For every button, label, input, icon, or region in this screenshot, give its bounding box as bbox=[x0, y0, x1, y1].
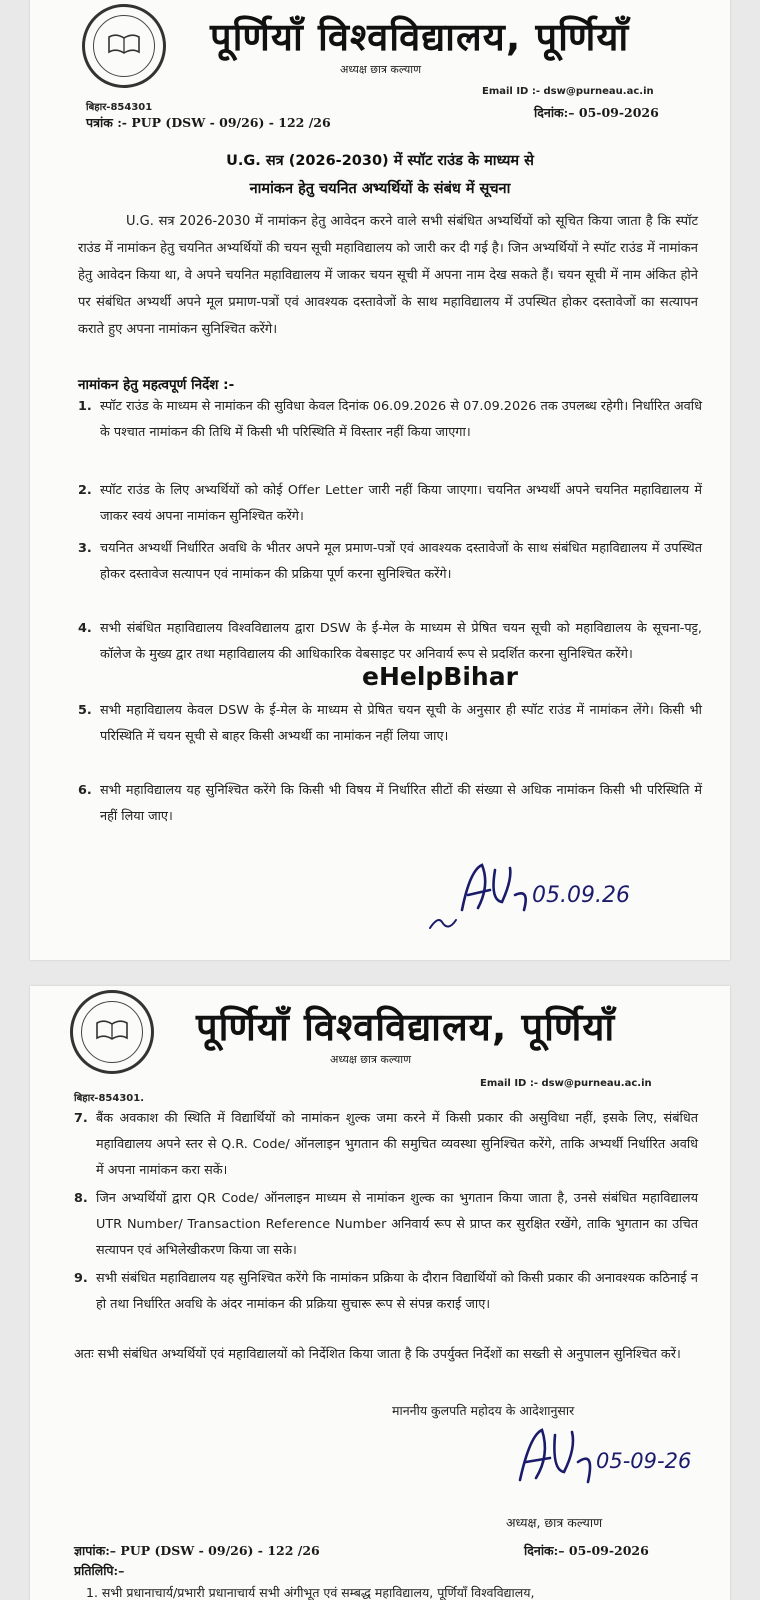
email-id: Email ID :- dsw@purneau.ac.in bbox=[480, 1078, 652, 1089]
notice-title-line-1: U.G. सत्र (2026-2030) में स्पॉट राउंड के माध्यम से bbox=[226, 153, 534, 169]
instruction-item: 1. स्पॉट राउंड के माध्यम से नामांकन की सुविधा केवल दिनांक 06.09.2026 से 07.09.2026 तक उपलब्ध रहेगी। निर्धारित अवधि के पश्चात नामांकन की तिथि में किसी भी परिस्थिति में विस्तार नहीं किया जाएगा। bbox=[78, 399, 702, 440]
university-seal-logo bbox=[70, 990, 154, 1074]
memo-date: दिनांक:– 05-09-2026 bbox=[524, 1543, 649, 1558]
copy-label: प्रतिलिपि:– bbox=[74, 1563, 125, 1578]
watermark-text: eHelpBihar bbox=[362, 662, 518, 691]
copy-recipient-1: 1. सभी प्रधानाचार्य/प्रभारी प्रधानाचार्य सभी अंगीभूत एवं सम्बद्ध महाविद्यालय, पूर्णियाँ विश्वविद्यालय, bbox=[86, 1585, 535, 1600]
pin-code: बिहार-854301. bbox=[74, 1093, 144, 1104]
instruction-item: 6. सभी महाविद्यालय यह सुनिश्चित करेंगे कि किसी भी विषय में निर्धारित सीटों की संख्या से अधिक नामांकन किसी भी परिस्थिति में नहीं लिया जाए। bbox=[78, 783, 702, 824]
signatory-title: अध्यक्ष, छात्र कल्याण bbox=[506, 1515, 603, 1530]
authority-line: माननीय कुलपति महोदय के आदेशानुसार bbox=[392, 1403, 575, 1418]
email-id: Email ID :- dsw@purneau.ac.in bbox=[482, 86, 654, 97]
signature-page-1 bbox=[420, 850, 680, 940]
university-name: पूर्णियाँ विश्वविद्यालय, पूर्णियाँ bbox=[210, 15, 630, 59]
instruction-item: 5. सभी महाविद्यालय केवल DSW के ई-मेल के माध्यम से प्रेषित चयन सूची के अनुसार ही स्पॉट राउंड में नामांकन लेंगे। किसी भी परिस्थिति में चयन सूची से बाहर किसी अभ्यर्थी का नामांकन नहीं लिया जाए। bbox=[78, 703, 702, 744]
book-icon bbox=[95, 1019, 129, 1041]
instruction-item: 4. सभी संबंधित महाविद्यालय विश्वविद्यालय द्वारा DSW के ई-मेल के माध्यम से प्रेषित चयन सूची को महाविद्यालय के सूचना-पट्ट, कॉलेज के मुख्य द्वार तथा महाविद्यालय की आधिकारिक वेबसाइट पर अनिवार्य रूप से प्रदर्शित करना सुनिश्चित करेंगे। bbox=[78, 621, 702, 662]
university-seal-logo bbox=[82, 4, 166, 88]
signature-date-p2: 05-09-26 bbox=[596, 1449, 692, 1473]
instruction-item: 3. चयनित अभ्यर्थी निर्धारित अवधि के भीतर अपने मूल प्रमाण-पत्रों एवं आवश्यक दस्तावेजों के साथ संबंधित महाविद्यालय में उपस्थित होकर दस्तावेज सत्यापन एवं नामांकन की प्रक्रिया पूर्ण करना सुनिश्चित करेंगे। bbox=[78, 541, 702, 582]
signature-page-2 bbox=[500, 1420, 720, 1500]
document-page-2 bbox=[30, 986, 730, 1600]
university-name: पूर्णियाँ विश्वविद्यालय, पूर्णियाँ bbox=[196, 1005, 616, 1049]
instruction-item: 8. जिन अभ्यर्थियों द्वारा QR Code/ ऑनलाइन माध्यम से नामांकन शुल्क का भुगतान किया जाता है, उनसे संबंधित महाविद्यालय UTR Number/ Transaction Reference Number अनिवार्य रूप से प्राप्त कर सुरक्षित रखेंगे, ताकि भुगतान का उचित सत्यापन एवं अभिलेखीकरण किया जा सके। bbox=[74, 1191, 698, 1258]
reference-number: पत्रांक :- PUP (DSW - 09/26) - 122 /26 bbox=[86, 115, 331, 130]
pin-code: बिहार-854301 bbox=[86, 102, 153, 113]
book-icon bbox=[107, 33, 141, 55]
instruction-item: 7. बैंक अवकाश की स्थिति में विद्यार्थियों को नामांकन शुल्क जमा करने में किसी प्रकार की असुविधा नहीं, इसके लिए, संबंधित महाविद्यालय अपने स्तर से Q.R. Code/ ऑनलाइन भुगतान की समुचित व्यवस्था सुनिश्चित करेंगे, ताकि अभ्यर्थी निर्धारित अवधि में अपना नामांकन करा सकें। bbox=[74, 1111, 698, 1178]
intro-paragraph: U.G. सत्र 2026-2030 में नामांकन हेतु आवेदन करने वाले सभी संबंधित अभ्यर्थियों को सूचित किया जाता है कि स्पॉट राउंड में नामांकन हेतु चयनित अभ्यर्थियों की चयन सूची महाविद्यालय को जारी कर दी गई है। जिन अभ्यर्थियों ने स्पॉट राउंड में नामांकन हेतु आवेदन किया था, वे अपने चयनित महाविद्यालय में जाकर चयन सूची में अपना नाम देख सकते हैं। चयन सूची में नाम अंकित होने पर संबंधित अभ्यर्थी अपने मूल प्रमाण-पत्रों एवं आवश्यक दस्तावेजों के साथ महाविद्यालय में उपस्थित होकर दस्तावेजों का सत्यापन कराते हुए अपना नामांकन सुनिश्चित करेंगे। bbox=[78, 214, 698, 337]
instruction-item: 2. स्पॉट राउंड के लिए अभ्यर्थियों को कोई Offer Letter जारी नहीं किया जाएगा। चयनित अभ्यर्थी अपने चयनित महाविद्यालय में जाकर स्वयं अपना नामांकन सुनिश्चित करेंगे। bbox=[78, 483, 702, 524]
office-subtitle: अध्यक्ष छात्र कल्याण bbox=[330, 1053, 412, 1066]
document-page-1 bbox=[30, 0, 730, 960]
office-subtitle: अध्यक्ष छात्र कल्याण bbox=[340, 63, 422, 76]
instruction-item: 9. सभी संबंधित महाविद्यालय यह सुनिश्चित करेंगे कि नामांकन प्रक्रिया के दौरान विद्यार्थियों को किसी प्रकार की अनावश्यक कठिनाई न हो तथा निर्धारित अवधि के अंदर नामांकन की प्रक्रिया सुचारू रूप से संपन्न कराई जाए। bbox=[74, 1271, 698, 1312]
instructions-heading: नामांकन हेतु महत्वपूर्ण निर्देश :- bbox=[78, 377, 235, 393]
signature-date-p1: 05.09.26 bbox=[532, 883, 630, 908]
notice-title-line-2: नामांकन हेतु चयनित अभ्यर्थियों के संबंध में सूचना bbox=[249, 181, 511, 197]
issue-date: दिनांक:– 05-09-2026 bbox=[534, 105, 659, 120]
conclusion-paragraph: अतः सभी संबंधित अभ्यर्थियों एवं महाविद्यालयों को निर्देशित किया जाता है कि उपर्युक्त निर्देशों का सख्ती से अनुपालन सुनिश्चित करें। bbox=[74, 1347, 681, 1362]
memo-number: ज्ञापांक:– PUP (DSW - 09/26) - 122 /26 bbox=[74, 1543, 320, 1558]
